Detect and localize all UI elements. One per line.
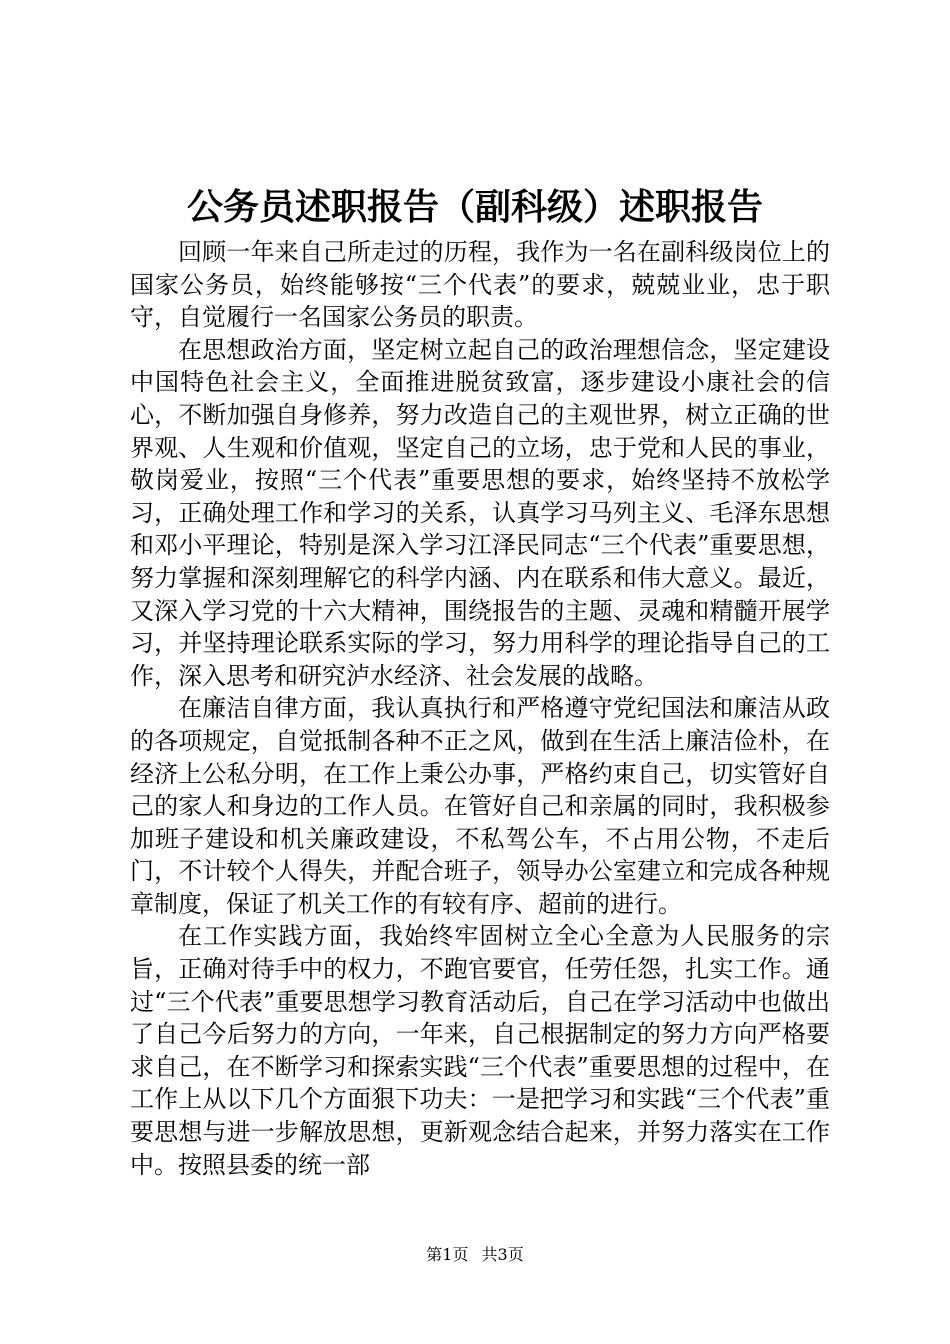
paragraph-intro: 回顾一年来自己所走过的历程，我作为一名在副科级岗位上的国家公务员，始终能够按“三个代表”的要求，兢兢业业，忠于职守，自觉履行一名国家公务员的职责。: [130, 238, 830, 332]
page-number-current: 第1页: [426, 1245, 469, 1264]
paragraph-integrity: 在廉洁自律方面，我认真执行和严格遵守党纪国法和廉洁从政的各项规定，自觉抵制各种不正之风，做到在生活上廉洁俭朴，在经济上公私分明，在工作上秉公办事，严格约束自己，切实管好自己的家人和身边的工作人员。在管好自己和亲属的同时，我积极参加班子建设和机关廉政建设，不私驾公车，不占用公物，不走后门，不计较个人得失，并配合班子，领导办公室建立和完成各种规章制度，保证了机关工作的有较有序、超前的进行。: [130, 694, 830, 918]
paragraph-work-practice: 在工作实践方面，我始终牢固树立全心全意为人民服务的宗旨，正确对待手中的权力，不跑官要官，任劳任怨，扎实工作。通过“三个代表”重要思想学习教育活动后，自己在学习活动中也做出了自己今后努力的方向，一年来，自己根据制定的努力方向严格要求自己，在不断学习和探索实践“三个代表”重要思想的过程中，在工作上从以下几个方面狠下功夫：一是把学习和实践“三个代表”重要思想与进一步解放思想，更新观念结合起来，并努力落实在工作中。按照县委的统一部: [130, 922, 830, 1179]
document-title: 公务员述职报告（副科级）述职报告: [186, 186, 763, 228]
document-body: [130, 236, 830, 1181]
page-footer: [0, 1244, 950, 1266]
page-number-total: 共3页: [481, 1245, 524, 1264]
paragraph-political: 在思想政治方面，坚定树立起自己的政治理想信念，坚定建设中国特色社会主义，全面推进脱贫致富，逐步建设小康社会的信心，不断加强自身修养，努力改造自己的主观世界，树立正确的世界观、人生观和价值观，坚定自己的立场，忠于党和人民的事业，敬岗爱业，按照“三个代表”重要思想的要求，始终坚持不放松学习，正确处理工作和学习的关系，认真学习马列主义、毛泽东思想和邓小平理论，特别是深入学习江泽民同志“三个代表”重要思想，努力掌握和深刻理解它的科学内涵、内在联系和伟大意义。最近，又深入学习党的十六大精神，围绕报告的主题、灵魂和精髓开展学习，并坚持理论联系实际的学习，努力用科学的理论指导自己的工作，深入思考和研究泸水经济、社会发展的战略。: [130, 335, 830, 690]
